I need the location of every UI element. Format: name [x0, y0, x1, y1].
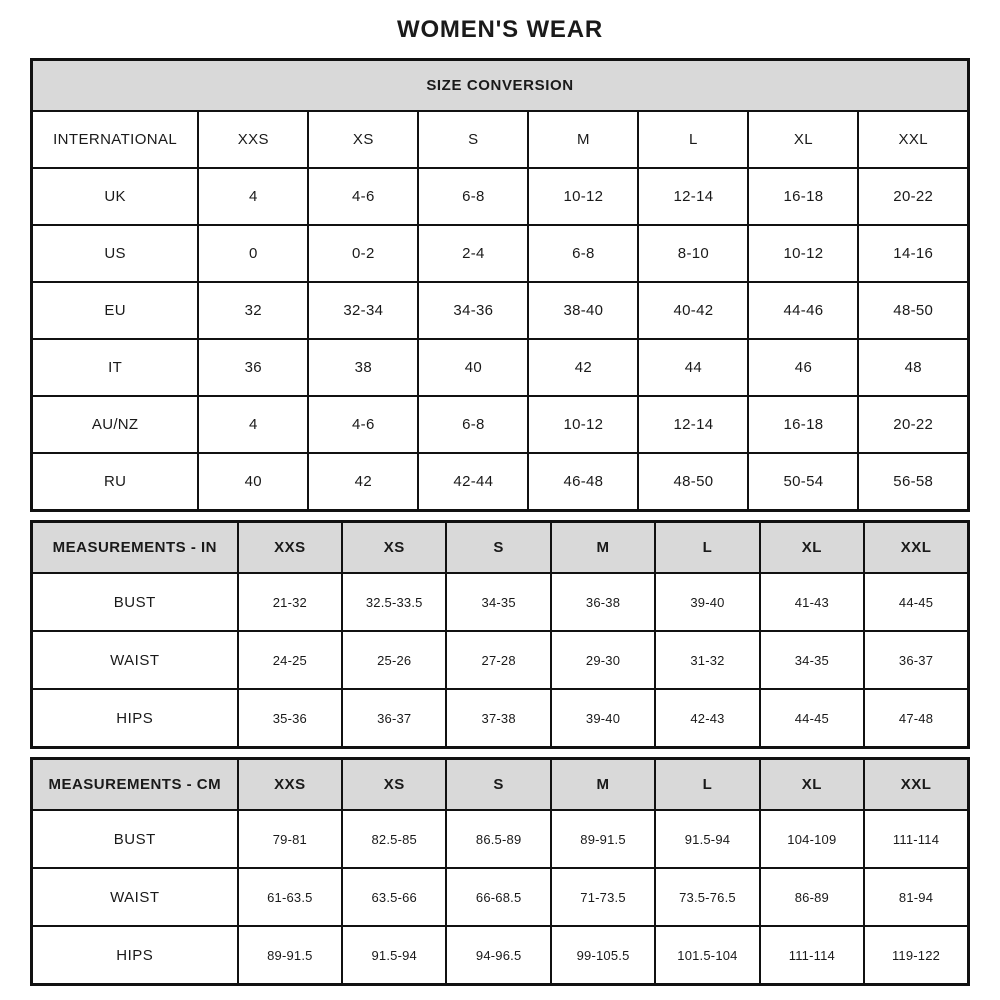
size-column-header: XXL	[858, 111, 968, 168]
size-column-header: L	[655, 759, 759, 811]
measurement-value-cell: 61-63.5	[238, 868, 342, 926]
size-value-cell: 12-14	[638, 168, 748, 225]
size-column-header: XXS	[238, 759, 342, 811]
size-value-cell: 6-8	[528, 225, 638, 282]
size-column-header: XL	[760, 522, 864, 574]
sizing-system-label: US	[32, 225, 199, 282]
measurement-value-cell: 21-32	[238, 573, 342, 631]
measurement-value-cell: 111-114	[864, 810, 968, 868]
size-conversion-column-row	[32, 111, 969, 168]
sizing-system-label: UK	[32, 168, 199, 225]
measurement-row	[32, 689, 969, 748]
size-value-cell: 20-22	[858, 396, 968, 453]
size-value-cell: 50-54	[748, 453, 858, 511]
measurement-value-cell: 32.5-33.5	[342, 573, 446, 631]
measurement-value-cell: 63.5-66	[342, 868, 446, 926]
size-value-cell: 10-12	[748, 225, 858, 282]
size-value-cell: 46	[748, 339, 858, 396]
measurement-value-cell: 42-43	[655, 689, 759, 748]
size-column-header: XL	[748, 111, 858, 168]
measurement-value-cell: 34-35	[760, 631, 864, 689]
measurement-value-cell: 71-73.5	[551, 868, 655, 926]
size-value-cell: 36	[198, 339, 308, 396]
measurement-value-cell: 36-37	[864, 631, 968, 689]
measurement-value-cell: 66-68.5	[446, 868, 550, 926]
size-conversion-banner-row	[32, 60, 969, 112]
size-column-header: XL	[760, 759, 864, 811]
size-value-cell: 32	[198, 282, 308, 339]
measurement-value-cell: 89-91.5	[551, 810, 655, 868]
size-value-cell: 32-34	[308, 282, 418, 339]
size-column-header: M	[528, 111, 638, 168]
size-conversion-header: SIZE CONVERSION	[32, 60, 969, 112]
measurement-value-cell: 99-105.5	[551, 926, 655, 985]
size-value-cell: 16-18	[748, 396, 858, 453]
size-column-header: L	[638, 111, 748, 168]
measurement-row	[32, 573, 969, 631]
measurement-value-cell: 91.5-94	[655, 810, 759, 868]
measurement-value-cell: 31-32	[655, 631, 759, 689]
size-column-header: S	[446, 759, 550, 811]
measurement-value-cell: 89-91.5	[238, 926, 342, 985]
measurement-label: BUST	[32, 573, 238, 631]
measurement-label: WAIST	[32, 631, 238, 689]
size-value-cell: 0	[198, 225, 308, 282]
size-value-cell: 42-44	[418, 453, 528, 511]
size-column-header: M	[551, 522, 655, 574]
measurement-value-cell: 104-109	[760, 810, 864, 868]
measurement-value-cell: 73.5-76.5	[655, 868, 759, 926]
measurement-value-cell: 94-96.5	[446, 926, 550, 985]
size-column-header: XXS	[238, 522, 342, 574]
measurements-cm-header-row	[32, 759, 969, 811]
size-conversion-row	[32, 339, 969, 396]
measurement-value-cell: 34-35	[446, 573, 550, 631]
measurements-in-header-row	[32, 522, 969, 574]
size-conversion-table	[30, 58, 970, 512]
size-value-cell: 10-12	[528, 396, 638, 453]
measurement-value-cell: 25-26	[342, 631, 446, 689]
size-value-cell: 4-6	[308, 168, 418, 225]
size-column-header: XXL	[864, 522, 968, 574]
size-value-cell: 38-40	[528, 282, 638, 339]
size-value-cell: 34-36	[418, 282, 528, 339]
measurements-in-header: MEASUREMENTS - IN	[32, 522, 238, 574]
size-column-header: S	[446, 522, 550, 574]
size-conversion-row	[32, 453, 969, 511]
size-value-cell: 44	[638, 339, 748, 396]
sizing-system-label: EU	[32, 282, 199, 339]
measurement-value-cell: 101.5-104	[655, 926, 759, 985]
measurement-row	[32, 926, 969, 985]
size-value-cell: 4	[198, 168, 308, 225]
page-title: WOMEN'S WEAR	[397, 16, 603, 43]
size-conversion-row	[32, 396, 969, 453]
measurement-value-cell: 81-94	[864, 868, 968, 926]
size-value-cell: 20-22	[858, 168, 968, 225]
sizing-system-label: RU	[32, 453, 199, 511]
measurement-row	[32, 868, 969, 926]
measurement-label: BUST	[32, 810, 238, 868]
measurement-value-cell: 39-40	[551, 689, 655, 748]
measurement-value-cell: 24-25	[238, 631, 342, 689]
size-column-header: L	[655, 522, 759, 574]
measurements-cm-table	[30, 757, 970, 986]
measurement-value-cell: 27-28	[446, 631, 550, 689]
measurement-row	[32, 631, 969, 689]
size-column-header: XS	[308, 111, 418, 168]
measurement-value-cell: 86-89	[760, 868, 864, 926]
measurement-value-cell: 86.5-89	[446, 810, 550, 868]
measurement-value-cell: 119-122	[864, 926, 968, 985]
measurement-value-cell: 37-38	[446, 689, 550, 748]
size-value-cell: 6-8	[418, 168, 528, 225]
size-conversion-row	[32, 225, 969, 282]
sizing-system-label: AU/NZ	[32, 396, 199, 453]
measurement-value-cell: 44-45	[760, 689, 864, 748]
size-value-cell: 16-18	[748, 168, 858, 225]
size-value-cell: 46-48	[528, 453, 638, 511]
measurement-value-cell: 79-81	[238, 810, 342, 868]
measurement-value-cell: 29-30	[551, 631, 655, 689]
measurement-value-cell: 36-37	[342, 689, 446, 748]
measurement-label: HIPS	[32, 689, 238, 748]
size-value-cell: 44-46	[748, 282, 858, 339]
size-conversion-row	[32, 282, 969, 339]
size-column-header: XXL	[864, 759, 968, 811]
size-value-cell: 40-42	[638, 282, 748, 339]
size-value-cell: 10-12	[528, 168, 638, 225]
size-column-header: XS	[342, 522, 446, 574]
measurement-label: HIPS	[32, 926, 238, 985]
size-value-cell: 40	[418, 339, 528, 396]
size-value-cell: 2-4	[418, 225, 528, 282]
size-value-cell: 56-58	[858, 453, 968, 511]
size-value-cell: 42	[528, 339, 638, 396]
measurement-value-cell: 41-43	[760, 573, 864, 631]
measurement-label: WAIST	[32, 868, 238, 926]
measurement-row	[32, 810, 969, 868]
size-column-header: XS	[342, 759, 446, 811]
size-value-cell: 14-16	[858, 225, 968, 282]
measurement-value-cell: 44-45	[864, 573, 968, 631]
size-value-cell: 42	[308, 453, 418, 511]
size-value-cell: 6-8	[418, 396, 528, 453]
measurement-value-cell: 36-38	[551, 573, 655, 631]
measurement-value-cell: 47-48	[864, 689, 968, 748]
measurement-value-cell: 82.5-85	[342, 810, 446, 868]
size-column-header: XXS	[198, 111, 308, 168]
measurement-value-cell: 35-36	[238, 689, 342, 748]
size-value-cell: 0-2	[308, 225, 418, 282]
size-value-cell: 38	[308, 339, 418, 396]
measurements-cm-header: MEASUREMENTS - CM	[32, 759, 238, 811]
size-value-cell: 4-6	[308, 396, 418, 453]
system-column-header: INTERNATIONAL	[32, 111, 199, 168]
size-column-header: S	[418, 111, 528, 168]
measurement-value-cell: 91.5-94	[342, 926, 446, 985]
size-column-header: M	[551, 759, 655, 811]
size-value-cell: 8-10	[638, 225, 748, 282]
size-conversion-row	[32, 168, 969, 225]
measurements-in-table	[30, 520, 970, 749]
size-value-cell: 4	[198, 396, 308, 453]
size-value-cell: 12-14	[638, 396, 748, 453]
size-value-cell: 40	[198, 453, 308, 511]
size-value-cell: 48	[858, 339, 968, 396]
sizing-system-label: IT	[32, 339, 199, 396]
size-value-cell: 48-50	[858, 282, 968, 339]
size-value-cell: 48-50	[638, 453, 748, 511]
measurement-value-cell: 39-40	[655, 573, 759, 631]
measurement-value-cell: 111-114	[760, 926, 864, 985]
